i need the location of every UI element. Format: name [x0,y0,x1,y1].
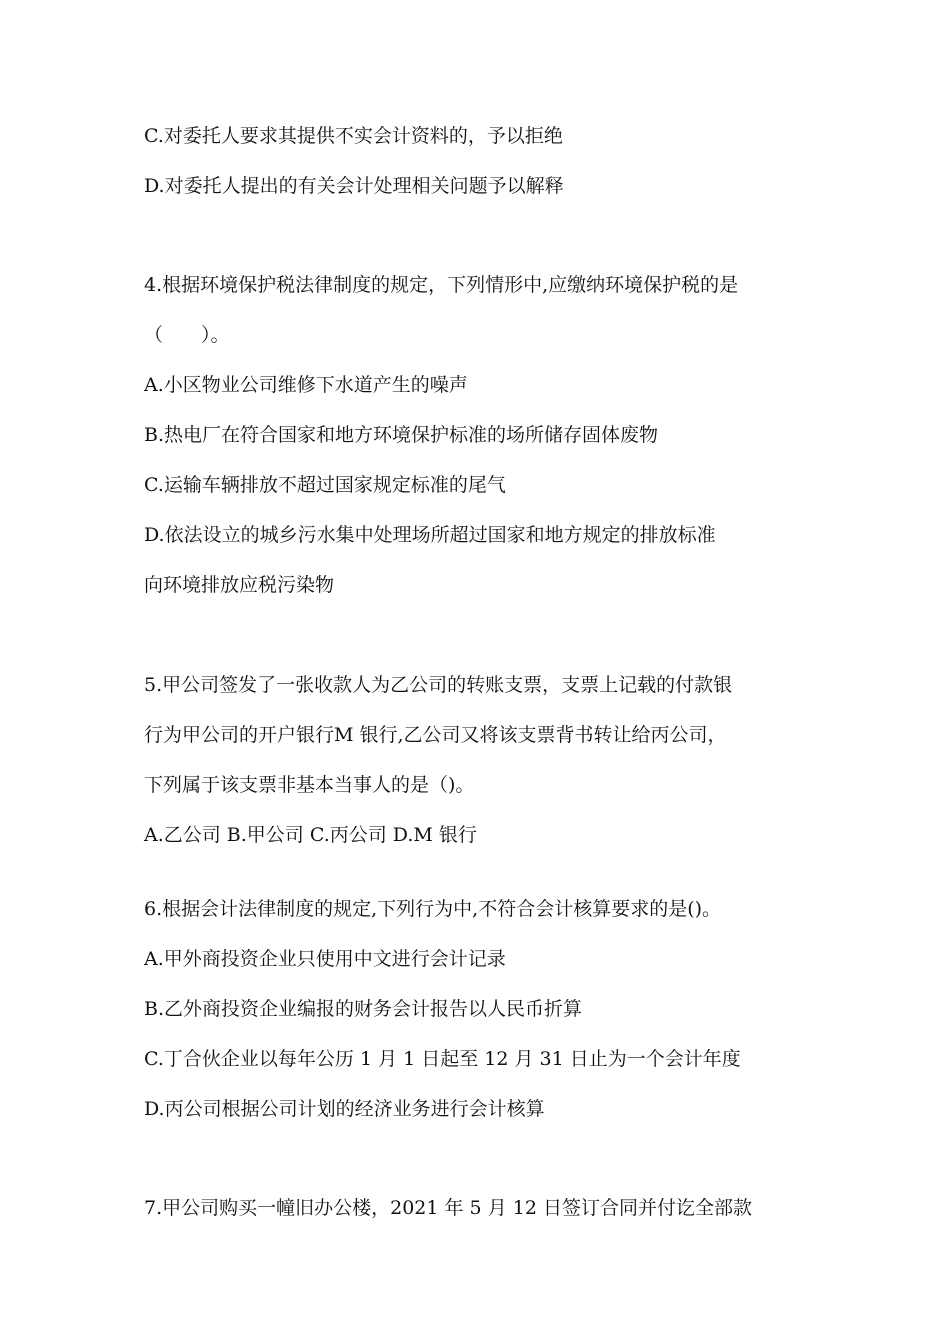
q4-option-d-line-2: 向环境排放应税污染物 [144,574,335,596]
q7-stem-line-1: 7.甲公司购买一幢旧办公楼，2021 年 5 月 12 日签订合同并付讫全部款 [144,1197,752,1219]
q6-stem: 6.根据会计法律制度的规定,下列行为中,不符合会计核算要求的是()。 [144,898,722,920]
q3-option-d: D.对委托人提出的有关会计处理相关问题予以解释 [144,175,564,197]
q5-stem-line-2: 行为甲公司的开户银行M 银行,乙公司又将该支票背书转让给丙公司， [144,724,727,746]
q4-option-d-line-1: D.依法设立的城乡污水集中处理场所超过国家和地方规定的排放标准 [144,524,716,546]
q4-option-c: C.运输车辆排放不超过国家规定标准的尾气 [144,474,506,496]
q4-option-a: A.小区物业公司维修下水道产生的噪声 [144,374,468,396]
q4-stem-line-2: （ ）。 [144,324,230,346]
q6-option-c: C.丁合伙企业以每年公历 1 月 1 日起至 12 月 31 日止为一个会计年度 [144,1048,741,1070]
q6-option-d: D.丙公司根据公司计划的经济业务进行会计核算 [144,1098,545,1120]
q4-stem-line-1: 4.根据环境保护税法律制度的规定，下列情形中,应缴纳环境保护税的是 [144,274,739,296]
q6-option-b: B.乙外商投资企业编报的财务会计报告以人民币折算 [144,998,583,1020]
q5-stem-line-1: 5.甲公司签发了一张收款人为乙公司的转账支票，支票上记载的付款银 [144,674,733,696]
q4-option-b: B.热电厂在符合国家和地方环境保护标准的场所储存固体废物 [144,424,659,446]
q3-option-c: C.对委托人要求其提供不实会计资料的，予以拒绝 [144,125,563,147]
q6-option-a: A.甲外商投资企业只使用中文进行会计记录 [144,948,506,970]
q5-options: A.乙公司 B.甲公司 C.丙公司 D.M 银行 [144,824,477,846]
q5-stem-line-3: 下列属于该支票非基本当事人的是（)。 [144,774,475,796]
